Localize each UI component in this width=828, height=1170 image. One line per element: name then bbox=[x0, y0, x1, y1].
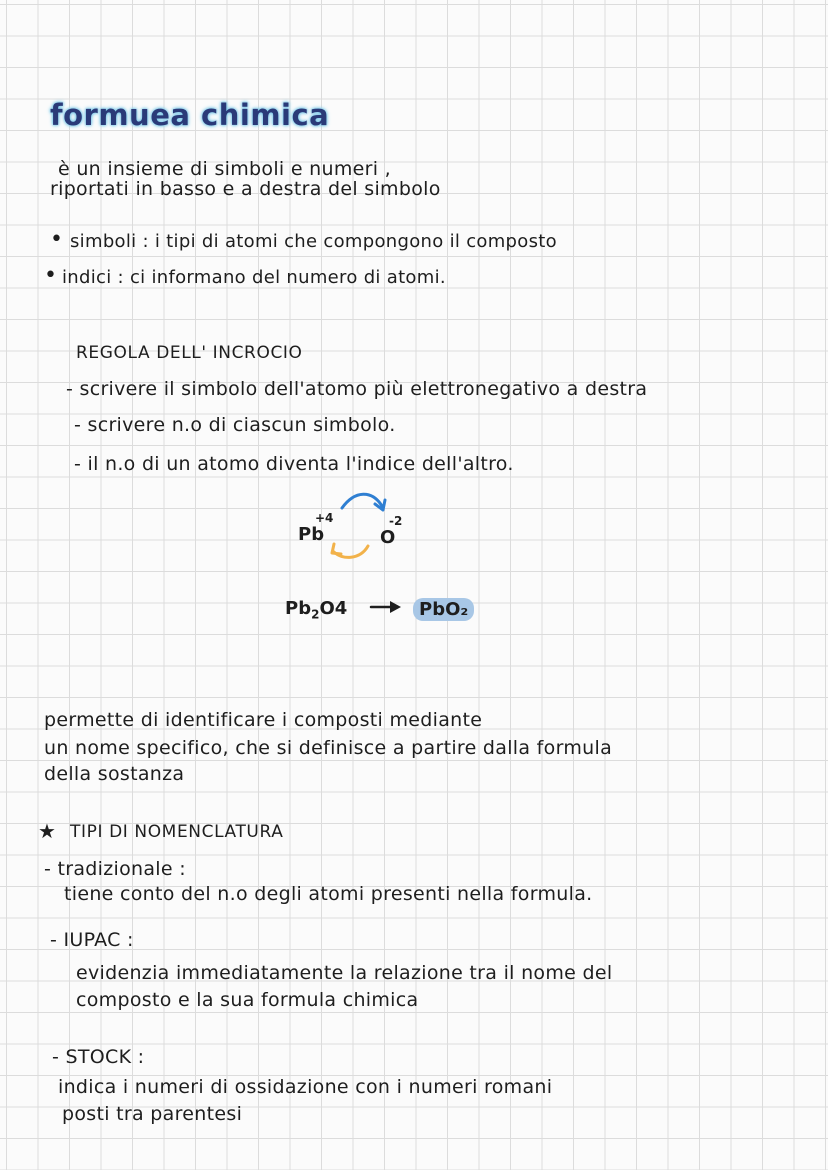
nomenclature-line-1: permette di identificare i composti mediante bbox=[44, 709, 483, 731]
bullet-simboli: simboli : i tipi di atomi che compongono il composto bbox=[70, 231, 557, 252]
type-iupac-desc-2: composto e la sua formula chimica bbox=[76, 989, 419, 1011]
arrowhead-bottom-icon bbox=[332, 544, 341, 554]
type-tradizionale-label: - tradizionale : bbox=[44, 858, 186, 880]
bullet-indici: indici : ci informano del numero di atomi. bbox=[62, 267, 446, 288]
charge-pb: +4 bbox=[315, 511, 334, 525]
cross-arrows bbox=[320, 488, 420, 568]
rule-heading: REGOLA DELL' INCROCIO bbox=[76, 343, 303, 363]
intro-line-1: è un insieme di simboli e numeri , bbox=[58, 158, 392, 180]
type-stock-desc-2: posti tra parentesi bbox=[62, 1103, 243, 1125]
rule-step-3: - il n.o di un atomo diventa l'indice dell'altro. bbox=[74, 453, 514, 475]
element-o: O bbox=[380, 527, 396, 548]
type-iupac-desc-1: evidenzia immediatamente la relazione tra il nome del bbox=[76, 962, 613, 984]
bullet-marker: • bbox=[50, 227, 63, 252]
star-icon: ★ bbox=[38, 819, 56, 843]
type-stock-desc-1: indica i numeri di ossidazione con i numeri romani bbox=[58, 1076, 553, 1098]
page-title: formuea chimica bbox=[50, 98, 330, 132]
nomenclature-line-2: un nome specifico, che si definisce a partire dalla formula bbox=[44, 737, 613, 759]
charge-o: -2 bbox=[389, 514, 403, 528]
formula-part-pb: Pb bbox=[285, 598, 312, 619]
formula-intermediate bbox=[285, 598, 347, 622]
formula-subscript: 2 bbox=[311, 607, 320, 622]
formula-final: PbO₂ bbox=[413, 598, 474, 621]
type-iupac-label: - IUPAC : bbox=[50, 929, 134, 951]
nomenclature-line-3: della sostanza bbox=[44, 763, 185, 785]
types-heading: TIPI DI NOMENCLATURA bbox=[70, 822, 284, 842]
type-tradizionale-desc: tiene conto del n.o degli atomi presenti nella formula. bbox=[64, 883, 593, 905]
type-stock-label: - STOCK : bbox=[52, 1046, 145, 1068]
arrow-right-icon bbox=[368, 598, 404, 616]
intro-line-2: riportati in basso e a destra del simbolo bbox=[50, 178, 441, 200]
bullet-marker: • bbox=[44, 263, 57, 288]
rule-step-1: - scrivere il simbolo dell'atomo più elettronegativo a destra bbox=[66, 378, 648, 400]
arrow-bottom-icon bbox=[334, 546, 368, 557]
formula-part-o: O4 bbox=[319, 598, 348, 619]
rule-step-2: - scrivere n.o di ciascun simbolo. bbox=[74, 414, 396, 436]
element-pb: Pb bbox=[298, 524, 325, 545]
